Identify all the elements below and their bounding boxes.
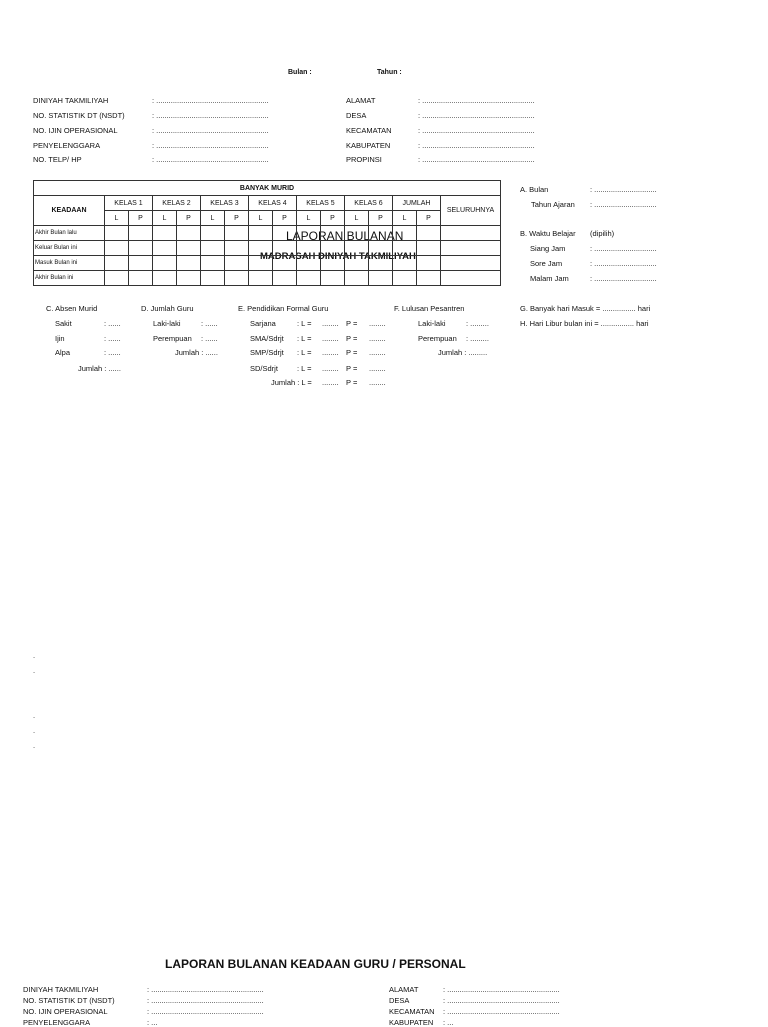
- table-title: BANYAK MURID: [34, 181, 501, 196]
- lulusan-jumlah: Jumlah : .........: [438, 348, 488, 357]
- dot-mark: .: [33, 666, 36, 675]
- pendidikan-label: Sarjana: [250, 319, 276, 328]
- table-cell[interactable]: [225, 256, 249, 271]
- kelas-header: KELAS 5: [297, 196, 345, 211]
- table-cell[interactable]: [393, 241, 417, 256]
- table-cell[interactable]: [393, 226, 417, 241]
- table-cell[interactable]: [201, 226, 225, 241]
- p-header: P: [177, 211, 201, 226]
- kelas-header: KELAS 3: [201, 196, 249, 211]
- pendidikan-jumlah-l-dots: ........: [322, 378, 339, 387]
- pendidikan-label: SD/Sdrjt: [250, 364, 278, 373]
- table-cell[interactable]: [417, 241, 441, 256]
- table-cell[interactable]: [153, 226, 177, 241]
- pendidikan-p: P =: [346, 319, 358, 328]
- identity-label: NO. TELP/ HP: [33, 155, 82, 164]
- table-cell[interactable]: [249, 241, 273, 256]
- pendidikan-label: SMA/Sdrjt: [250, 334, 284, 343]
- kelas-header: KELAS 1: [105, 196, 153, 211]
- lulusan-laki-value: : .........: [466, 319, 489, 328]
- table-cell[interactable]: [393, 256, 417, 271]
- pendidikan-l-dots: ........: [322, 348, 339, 357]
- alpa-label: Alpa: [55, 348, 71, 357]
- pendidikan-jumlah-p-dots: ........: [369, 378, 386, 387]
- identity-label: DINIYAH TAKMILIYAH: [23, 985, 99, 994]
- row-label: Keluar Bulan ini: [34, 241, 105, 256]
- row-label: Masuk Bulan ini: [34, 256, 105, 271]
- table-cell[interactable]: [153, 241, 177, 256]
- table-cell[interactable]: [369, 226, 393, 241]
- guru-jumlah: Jumlah : ......: [175, 348, 218, 357]
- absen-title: C. Absen Murid: [46, 304, 98, 313]
- identity-value: : ......................................................: [418, 155, 535, 164]
- siang-label: Siang Jam: [530, 244, 566, 253]
- table-cell[interactable]: [369, 241, 393, 256]
- table-cell[interactable]: [225, 241, 249, 256]
- p-header: P: [417, 211, 441, 226]
- tahun-label: Tahun :: [377, 69, 402, 76]
- tahun-ajaran-label: Tahun Ajaran: [531, 200, 575, 209]
- identity-value: : ......................................................: [152, 111, 269, 120]
- l-header: L: [345, 211, 369, 226]
- kelas-header: KELAS 6: [345, 196, 393, 211]
- table-cell[interactable]: [249, 256, 273, 271]
- table-cell[interactable]: [225, 226, 249, 241]
- identity-value: : ......................................................: [147, 996, 264, 1005]
- banyak-murid-table: [33, 180, 501, 286]
- guru-perempuan-value: : ......: [201, 334, 218, 343]
- table-cell[interactable]: [249, 226, 273, 241]
- identity-value: : ......................................................: [443, 996, 560, 1005]
- dot-mark: .: [33, 711, 36, 720]
- dot-mark: .: [33, 741, 36, 750]
- table-cell[interactable]: [369, 256, 393, 271]
- l-header: L: [297, 211, 321, 226]
- pendidikan-p: P =: [346, 348, 358, 357]
- identity-value: : ......................................................: [443, 985, 560, 994]
- table-cell[interactable]: [345, 241, 369, 256]
- table-cell[interactable]: [201, 271, 225, 286]
- identity-label: NO. IJIN OPERASIONAL: [33, 126, 118, 135]
- table-cell[interactable]: [177, 256, 201, 271]
- table-cell[interactable]: [297, 241, 321, 256]
- identity-label: ALAMAT: [346, 96, 376, 105]
- bulan-label: A. Bulan: [520, 185, 549, 194]
- table-cell[interactable]: [105, 256, 129, 271]
- table-cell[interactable]: [177, 271, 201, 286]
- table-cell[interactable]: [129, 226, 153, 241]
- jumlah-header: JUMLAH: [393, 196, 441, 211]
- identity-label: KABUPATEN: [389, 1018, 434, 1027]
- table-cell[interactable]: [201, 241, 225, 256]
- hari-masuk: G. Banyak hari Masuk = ................ hari: [520, 304, 651, 313]
- pendidikan-l-dots: ........: [322, 334, 339, 343]
- pendidikan-p-dots: ........: [369, 364, 386, 373]
- pendidikan-p-dots: ........: [369, 334, 386, 343]
- siang-value: : ..............................: [590, 244, 657, 253]
- p-header: P: [225, 211, 249, 226]
- dipilih-label: (dipilih): [590, 229, 615, 238]
- ijin-value: : ......: [104, 334, 121, 343]
- table-cell[interactable]: [177, 226, 201, 241]
- table-cell[interactable]: [297, 226, 321, 241]
- sakit-label: Sakit: [55, 319, 72, 328]
- lulusan-laki-label: Laki-laki: [418, 319, 446, 328]
- malam-value: : ..............................: [590, 274, 657, 283]
- table-cell[interactable]: [345, 226, 369, 241]
- table-cell[interactable]: [249, 271, 273, 286]
- table-cell[interactable]: [345, 256, 369, 271]
- identity-value: : ...: [147, 1018, 158, 1027]
- alpa-value: : ......: [104, 348, 121, 357]
- table-cell[interactable]: [273, 241, 297, 256]
- seluruhnya-header: SELURUHNYA: [441, 196, 501, 226]
- keadaan-header: KEADAAN: [34, 196, 105, 226]
- identity-label: PROPINSI: [346, 155, 382, 164]
- identity-value: : ......................................................: [152, 155, 269, 164]
- table-cell[interactable]: [225, 271, 249, 286]
- sakit-value: : ......: [104, 319, 121, 328]
- p-header: P: [273, 211, 297, 226]
- identity-value: : ......................................................: [152, 96, 269, 105]
- table-cell[interactable]: [129, 256, 153, 271]
- l-header: L: [153, 211, 177, 226]
- pendidikan-p-dots: ........: [369, 319, 386, 328]
- pendidikan-jumlah-p: P =: [346, 378, 358, 387]
- table-row: [34, 226, 501, 241]
- identity-label: DESA: [389, 996, 410, 1005]
- identity-label: NO. STATISTIK DT (NSDT): [23, 996, 115, 1005]
- identity-value: : ......................................................: [152, 126, 269, 135]
- hari-libur: H. Hari Libur bulan ini = ................ hari: [520, 319, 649, 328]
- sore-label: Sore Jam: [530, 259, 563, 268]
- dot-mark: .: [33, 726, 36, 735]
- table-cell[interactable]: [321, 226, 345, 241]
- pendidikan-l: : L =: [297, 319, 312, 328]
- table-cell[interactable]: [393, 271, 417, 286]
- identity-label: ALAMAT: [389, 985, 419, 994]
- identity-value: : ......................................................: [418, 96, 535, 105]
- bulan-value: : ..............................: [590, 185, 657, 194]
- table-row: [34, 271, 501, 286]
- table-cell[interactable]: [105, 226, 129, 241]
- page-subtitle: MADRASAH DINIYAH TAKMILIYAH: [260, 251, 416, 262]
- identity-value: : ......................................................: [418, 126, 535, 135]
- l-header: L: [105, 211, 129, 226]
- absen-jumlah: Jumlah : ......: [78, 364, 121, 373]
- table-cell[interactable]: [129, 271, 153, 286]
- tahun-ajaran-value: : ..............................: [590, 200, 657, 209]
- identity-value: : ......................................................: [418, 111, 535, 120]
- identity-label: NO. STATISTIK DT (NSDT): [33, 111, 125, 120]
- table-cell[interactable]: [417, 226, 441, 241]
- l-header: L: [393, 211, 417, 226]
- guru-title: D. Jumlah Guru: [141, 304, 194, 313]
- sore-value: : ..............................: [590, 259, 657, 268]
- table-row: [34, 256, 501, 271]
- identity-label: DESA: [346, 111, 367, 120]
- identity-label: KECAMATAN: [346, 126, 392, 135]
- pendidikan-l: : L =: [297, 334, 312, 343]
- table-row: [34, 241, 501, 256]
- identity-label: PENYELENGGARA: [23, 1018, 91, 1027]
- pendidikan-jumlah: Jumlah : L =: [271, 378, 312, 387]
- table-cell[interactable]: [297, 256, 321, 271]
- lulusan-perempuan-label: Perempuan: [418, 334, 457, 343]
- table-cell[interactable]: [105, 271, 129, 286]
- table-cell[interactable]: [321, 271, 345, 286]
- table-cell[interactable]: [441, 241, 501, 256]
- identity-label: NO. IJIN OPERASIONAL: [23, 1007, 108, 1016]
- guru-perempuan-label: Perempuan: [153, 334, 192, 343]
- section2-title: LAPORAN BULANAN KEADAAN GURU / PERSONAL: [165, 957, 466, 971]
- table-cell[interactable]: [417, 271, 441, 286]
- pendidikan-l: : L =: [297, 364, 312, 373]
- identity-label: DINIYAH TAKMILIYAH: [33, 96, 109, 105]
- pendidikan-p: P =: [346, 364, 358, 373]
- pendidikan-p-dots: ........: [369, 348, 386, 357]
- row-label: Akhir Bulan ini: [34, 271, 105, 286]
- table-cell[interactable]: [105, 241, 129, 256]
- identity-value: : ......................................................: [418, 141, 535, 150]
- table-cell[interactable]: [369, 271, 393, 286]
- table-cell[interactable]: [345, 271, 369, 286]
- p-header: P: [129, 211, 153, 226]
- table-cell[interactable]: [417, 256, 441, 271]
- identity-value: : ......................................................: [147, 985, 264, 994]
- page-title: LAPORAN BULANAN: [286, 229, 404, 243]
- p-header: P: [369, 211, 393, 226]
- table-cell[interactable]: [153, 271, 177, 286]
- identity-value: : ......................................................: [147, 1007, 264, 1016]
- identity-label: PENYELENGGARA: [33, 141, 101, 150]
- p-header: P: [321, 211, 345, 226]
- identity-value: : ......................................................: [152, 141, 269, 150]
- pendidikan-label: SMP/Sdrjt: [250, 348, 284, 357]
- table-cell[interactable]: [321, 256, 345, 271]
- table-cell[interactable]: [441, 226, 501, 241]
- table-cell[interactable]: [273, 226, 297, 241]
- identity-value: : ......................................................: [443, 1007, 560, 1016]
- guru-laki-label: Laki-laki: [153, 319, 181, 328]
- table-cell[interactable]: [321, 241, 345, 256]
- table-cell[interactable]: [297, 271, 321, 286]
- table-cell[interactable]: [441, 271, 501, 286]
- lulusan-perempuan-value: : .........: [466, 334, 489, 343]
- identity-label: KABUPATEN: [346, 141, 391, 150]
- table-cell[interactable]: [153, 256, 177, 271]
- identity-label: KECAMATAN: [389, 1007, 435, 1016]
- pendidikan-l-dots: ........: [322, 364, 339, 373]
- lulusan-title: F. Lulusan Pesantren: [394, 304, 465, 313]
- table-cell[interactable]: [273, 271, 297, 286]
- malam-label: Malam Jam: [530, 274, 569, 283]
- pendidikan-title: E. Pendidikan Formal Guru: [238, 304, 329, 313]
- waktu-belajar-label: B. Waktu Belajar: [520, 229, 576, 238]
- ijin-label: Ijin: [55, 334, 65, 343]
- row-label: Akhir Bulan lalu: [34, 226, 105, 241]
- table-cell[interactable]: [177, 241, 201, 256]
- guru-laki-value: : ......: [201, 319, 218, 328]
- bulan-label: Bulan :: [288, 69, 312, 76]
- l-header: L: [249, 211, 273, 226]
- pendidikan-l-dots: ........: [322, 319, 339, 328]
- table-cell[interactable]: [201, 256, 225, 271]
- table-cell[interactable]: [273, 256, 297, 271]
- l-header: L: [201, 211, 225, 226]
- dot-mark: .: [33, 651, 36, 660]
- kelas-header: KELAS 2: [153, 196, 201, 211]
- kelas-header: KELAS 4: [249, 196, 297, 211]
- pendidikan-l: : L =: [297, 348, 312, 357]
- table-cell[interactable]: [129, 241, 153, 256]
- pendidikan-p: P =: [346, 334, 358, 343]
- identity-value: : ...: [443, 1018, 454, 1027]
- table-cell[interactable]: [441, 256, 501, 271]
